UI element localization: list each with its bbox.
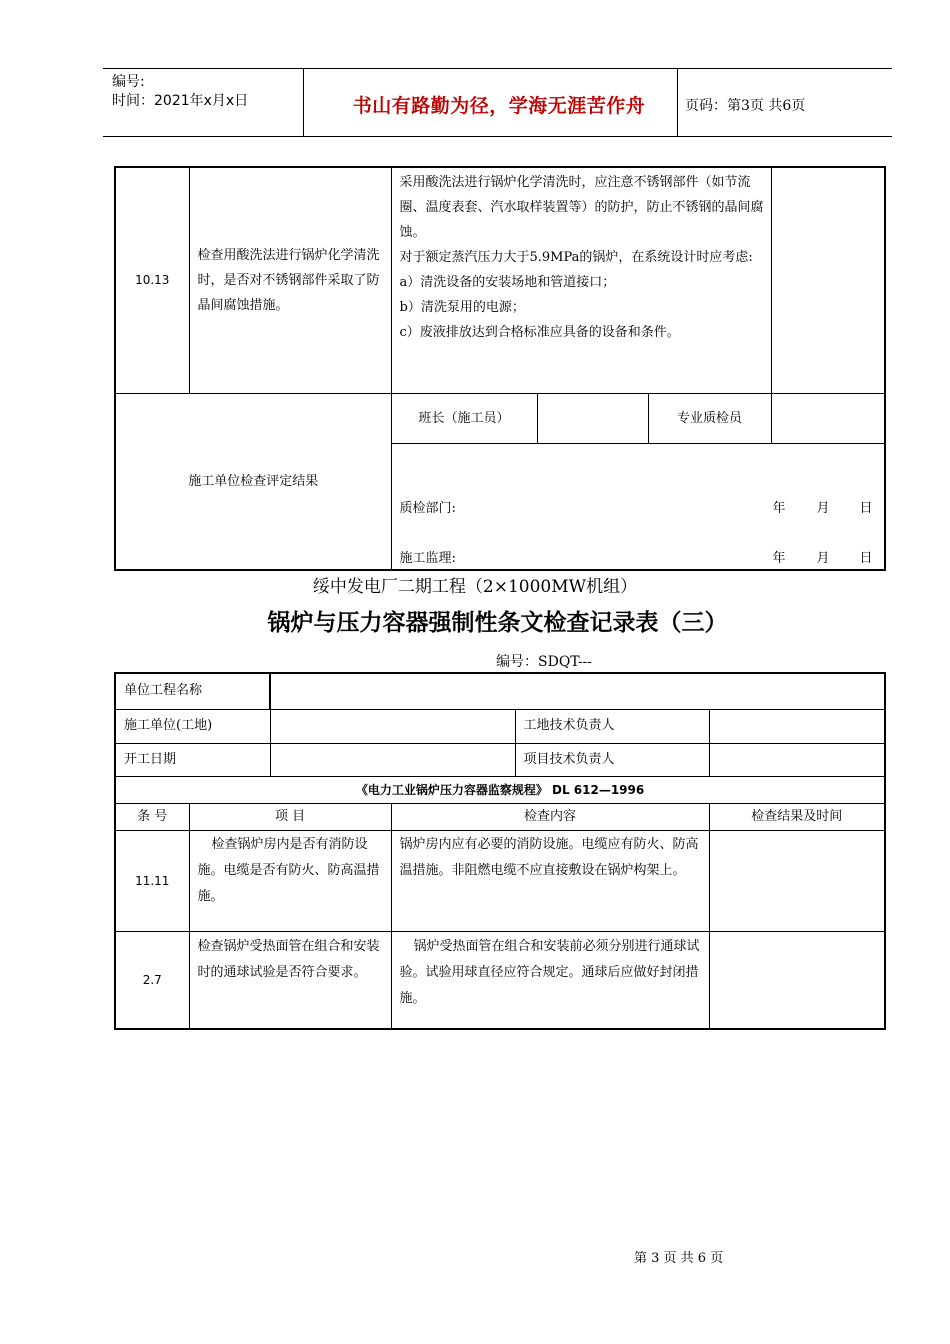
qc-day: 日 [859,500,873,516]
table-row [115,167,885,393]
project-name: 绥中发电厂二期工程（2×1000MW机组） [312,577,638,597]
qc-month: 月 [816,500,830,516]
sup-month: 月 [816,550,830,566]
clause-number: 11.11 [115,830,189,931]
form-code: 编号：SDQT--- [496,654,593,670]
unit-name-field [270,673,885,709]
page-footer: 第 3 页 共 6 页 [634,1251,724,1266]
check-result-cell [709,830,885,931]
inspection-table [114,672,886,1030]
qc-dept-label: 质检部门: [399,500,456,516]
unit-name-label: 单位工程名称 [115,673,270,709]
table-row [115,743,885,776]
start-date-label: 开工日期 [115,743,270,776]
content-line: b）清洗泵用的电源； [399,300,525,315]
clause-number: 10.13 [115,167,189,393]
clause-number: 2.7 [115,931,189,1029]
inspection-table-continued [114,166,886,571]
check-item: 检查锅炉房内是否有消防设施。电缆是否有防火、防高温措施。 [189,830,391,931]
header-divider [677,69,678,136]
page-header [103,68,892,137]
table-header-row [115,803,885,830]
content-line: 对于额定蒸汽压力大于5.9MPa的锅炉，在系统设计时应考虑: [399,250,753,265]
col-header: 检查内容 [391,803,709,830]
project-tech-label: 项目技术负责人 [515,743,709,776]
col-header: 条 号 [115,803,189,830]
check-content: 锅炉房内应有必要的消防设施。电缆应有防火、防高温措施。非阻燃电缆不应直接敷设在锅炉构架上。 [391,830,709,931]
site-tech-field [709,709,885,743]
form-title: 锅炉与压力容器强制性条文检查记录表（三） [267,610,728,636]
table-row [115,830,885,931]
team-leader-label: 班长（施工员） [391,393,537,443]
content-line: 采用酸洗法进行锅炉化学清洗时，应注意不锈钢部件（如节流圈、温度表套、汽水取样装置等）的防护，防止不锈钢的晶间腐蚀。 [399,175,764,240]
site-tech-label: 工地技术负责人 [515,709,709,743]
check-result-cell [771,167,885,393]
supervision-label: 施工监理: [399,550,456,566]
construction-unit-label: 施工单位(工地) [115,709,270,743]
qc-year: 年 [772,500,786,516]
sup-year: 年 [772,550,786,566]
col-header: 项 目 [189,803,391,830]
check-content: 锅炉受热面管在组合和安装前必须分别进行通球试验。试验用球直径应符合规定。通球后应做好封闭措施。 [391,931,709,1029]
col-header: 检查结果及时间 [709,803,885,830]
table-row [115,931,885,1029]
table-row [115,776,885,803]
header-code-label: 编号: [112,74,145,90]
check-item: 检查锅炉受热面管在组合和安装时的通球试验是否符合要求。 [189,931,391,1029]
content-line: a）清洗设备的安装场地和管道接口； [399,275,616,290]
project-tech-field [709,743,885,776]
check-content [391,167,771,393]
construction-unit-field [270,709,515,743]
table-row [115,393,885,443]
header-page-number: 页码：第3页 共6页 [685,98,806,114]
sup-day: 日 [859,550,873,566]
table-row [115,673,885,709]
content-line: c）废液排放达到合格标准应具备的设备和条件。 [399,325,680,340]
inspector-label: 专业质检员 [648,393,771,443]
standard-reference: 《电力工业锅炉压力容器监察规程》 DL 612—1996 [115,776,885,803]
header-meta [112,73,248,111]
check-item: 检查用酸洗法进行锅炉化学清洗时，是否对不锈钢部件采取了防晶间腐蚀措施。 [189,167,391,393]
team-leader-signature [537,393,648,443]
header-time: 时间：2021年x月x日 [112,93,249,109]
start-date-field [270,743,515,776]
table-row [115,709,885,743]
header-motto: 书山有路勤为径，学海无涯苦作舟 [352,95,646,117]
check-result-cell [709,931,885,1029]
inspector-signature [771,393,885,443]
eval-label: 施工单位检查评定结果 [115,393,391,570]
approval-cell [391,443,885,570]
header-divider [303,69,304,136]
